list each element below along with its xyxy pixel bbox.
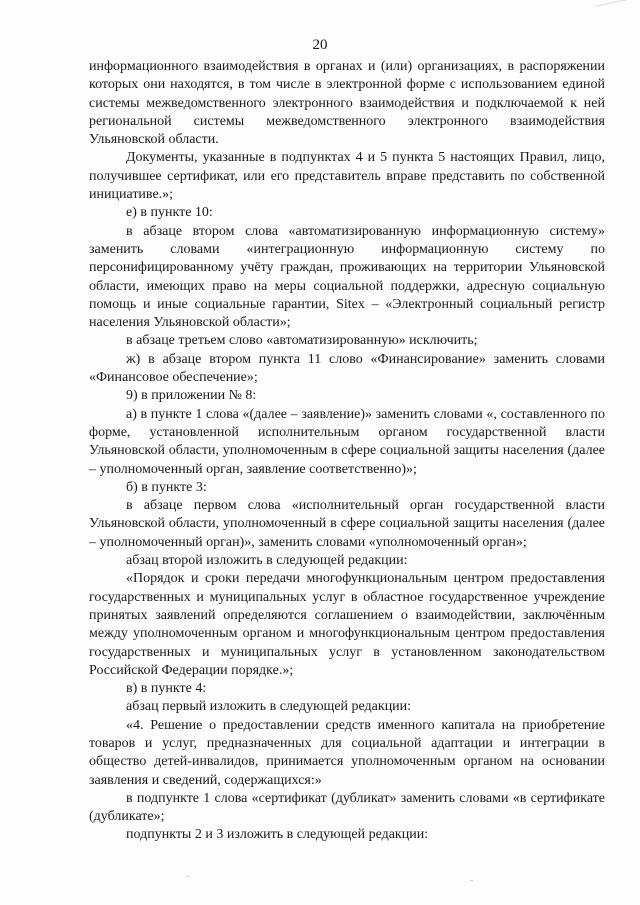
scan-noise — [470, 880, 473, 881]
page-number: 20 — [312, 37, 328, 53]
paragraph: а) в пункте 1 слова «(далее – заявление)» заменить словами «, составленного по форме, установленной исполнительным органом государственной власти Ульяновской области, уполномоченным в сфере социальной защиты населения (далее – уполномоченный орган, заявление соответственно)»; — [89, 406, 605, 477]
paragraph: 9) в приложении № 8: — [126, 388, 257, 404]
paragraph: информационного взаимодействия в органах и (или) организациях, в распоряжении которых они находятся, в том числе в электронной форме с использованием единой системы межведомственного электронного взаимодействия и подключаемой к ней региональной системы межведомственного электронного взаимодействия Ульяновской области. — [89, 59, 605, 148]
paragraph: в абзаце третьем слово «автоматизированную» исключить; — [126, 333, 478, 349]
paragraph: «4. Решение о предоставлении средств именного капитала на приобретение товаров и услуг, предназначенных для социальной адаптации и интеграции в общество детей-инвалидов, принимается уполномоченным органом на основании заявления и сведений, содержащихся:» — [89, 717, 605, 788]
paragraph: в) в пункте 4: — [126, 681, 207, 697]
paragraph: Документы, указанные в подпунктах 4 и 5 пункта 5 настоящих Правил, лицо, получившее сертификат, или его представитель вправе представить по собственной инициативе.»; — [89, 150, 605, 203]
paragraph: в подпункте 1 слова «сертификат (дубликат» заменить словами «в сертификате (дубликате»; — [89, 790, 605, 825]
document-body — [89, 58, 605, 845]
paragraph: б) в пункте 3: — [126, 479, 207, 495]
paragraph: абзац второй изложить в следующей редакции: — [126, 553, 408, 569]
scan-mark — [595, 0, 633, 19]
paragraph: в абзаце втором слова «автоматизированную информационную систему» заменить словами «интеграционную информационную систему по персонифицированному учёту граждан, проживающих на территории Ульяновской области, имеющих право на меры социальной поддержки, адресную социальную помощь и иные социальные гарантии, Sitex – «Электронный социальный регистр населения Ульяновской области»; — [89, 223, 605, 331]
paragraph: подпункты 2 и 3 изложить в следующей редакции: — [126, 827, 429, 843]
paragraph: е) в пункте 10: — [126, 205, 213, 221]
scan-noise — [186, 876, 189, 877]
paragraph: ж) в абзаце втором пункта 11 слово «Финансирование» заменить словами «Финансовое обеспечение»; — [89, 351, 605, 386]
paragraph: в абзаце первом слова «исполнительный орган государственной власти Ульяновской области, уполномоченный в сфере социальной защиты населения (далее – уполномоченный орган)», заменить словами «уполномоченный орган»; — [89, 498, 605, 550]
paragraph: абзац первый изложить в следующей редакции: — [126, 699, 412, 715]
paragraph: «Порядок и сроки передачи многофункциональным центром предоставления государственных и муниципальных услуг в областное государственное учреждение принятых заявлений определяются соглашением о взаимодействии, заключённым между уполномоченным органом и многофункциональным центром предоставления государственных и муниципальных услуг в установленном законодательством Российской Федерации порядке.»; — [89, 571, 605, 678]
